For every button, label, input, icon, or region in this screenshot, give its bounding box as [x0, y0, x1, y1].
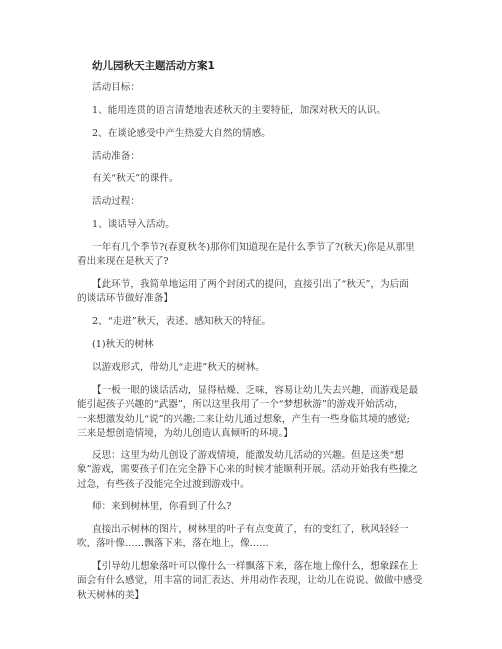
document-title: 幼儿园秋天主题活动方案1 — [92, 60, 215, 72]
paragraph-line: 的谈话环节做好准备】 — [77, 293, 173, 305]
sub-heading-1: (1)秋天的树林 — [92, 339, 154, 350]
paragraph-line: 【一板一眼的谈话活动，显得枯燥、乏味，容易让幼儿失去兴趣，而游戏是最 — [92, 385, 419, 396]
process-step-2: 2、“走进”秋天，表述、感知秋天的特征。 — [92, 316, 272, 327]
paragraph-line: 反思：这里为幼儿创设了游戏情境，能激发幼儿活动的兴趣。但是这类“想 — [92, 450, 404, 461]
teacher-question: 师：来到树林里，你看到了什么? — [92, 501, 232, 512]
paragraph-note-2 — [77, 384, 419, 441]
paragraph-line: 三来是想创造情境，为幼儿创造认真倾听的环境。】 — [77, 427, 293, 439]
paragraph-line: 面会有什么感觉，用丰富的词汇表达、并用动作表现，让幼儿在说说、做做中感受 — [77, 575, 423, 587]
paragraph-line: 象”游戏，需要孩子们在完全静下心来的时候才能顺利开展。活动开始我有些操之 — [77, 464, 418, 476]
process-step-1: 1、谈话导入活动。 — [92, 219, 175, 230]
paragraph-line: 一年有几个季节?(春夏秋冬)那你们知道现在是什么季节了?(秋天)你是从那里 — [92, 242, 415, 253]
paragraph-note-3 — [77, 560, 423, 603]
prep-heading: 活动准备： — [92, 151, 140, 162]
paragraph-line: 吹，落叶像……飘落下来，落在地上，像…… — [77, 538, 269, 550]
paragraph-line: 【此环节，我简单地运用了两个封闭式的提问，直接引出了“秋天”，为后面 — [92, 279, 409, 290]
paragraph-line: 一来想激发幼儿“说”的兴趣;二来让幼儿通过想象，产生有一些身临其境的感觉; — [77, 413, 410, 425]
goal-heading: 活动目标： — [92, 82, 140, 93]
sub-text-1: 以游戏形式，带幼儿“走进”秋天的树林。 — [92, 362, 265, 373]
paragraph-line: 过急，有些孩子没能完全过渡到游戏中。 — [77, 478, 250, 490]
paragraph-forest — [77, 523, 419, 552]
paragraph-line: 直接出示树林的图片，树林里的叶子有点变黄了，有的变红了，秋风轻轻一 — [92, 524, 409, 535]
prep-item-1: 有关“秋天”的课件。 — [92, 173, 179, 184]
goal-item-1: 1、能用连贯的语言清楚地表述秋天的主要特征，加深对秋天的认识。 — [92, 105, 386, 116]
process-heading: 活动过程： — [92, 196, 140, 207]
paragraph-note-1 — [77, 278, 419, 307]
paragraph-reflection — [77, 449, 419, 492]
paragraph-line: 能引起孩子兴趣的“武器”，所以这里我用了一个“梦想秋游”的游戏开始活动， — [77, 399, 404, 411]
paragraph-line: 秋天树林的美】 — [77, 589, 145, 601]
goal-item-2: 2、在谈论感受中产生热爱大自然的情感。 — [92, 128, 271, 139]
paragraph-line: 看出来现在是秋天了? — [77, 256, 169, 268]
paragraph-line: 【引导幼儿想象落叶可以像什么一样飘落下来，落在地上像什么，想象踩在上 — [92, 561, 419, 572]
paragraph-intro — [77, 241, 419, 270]
